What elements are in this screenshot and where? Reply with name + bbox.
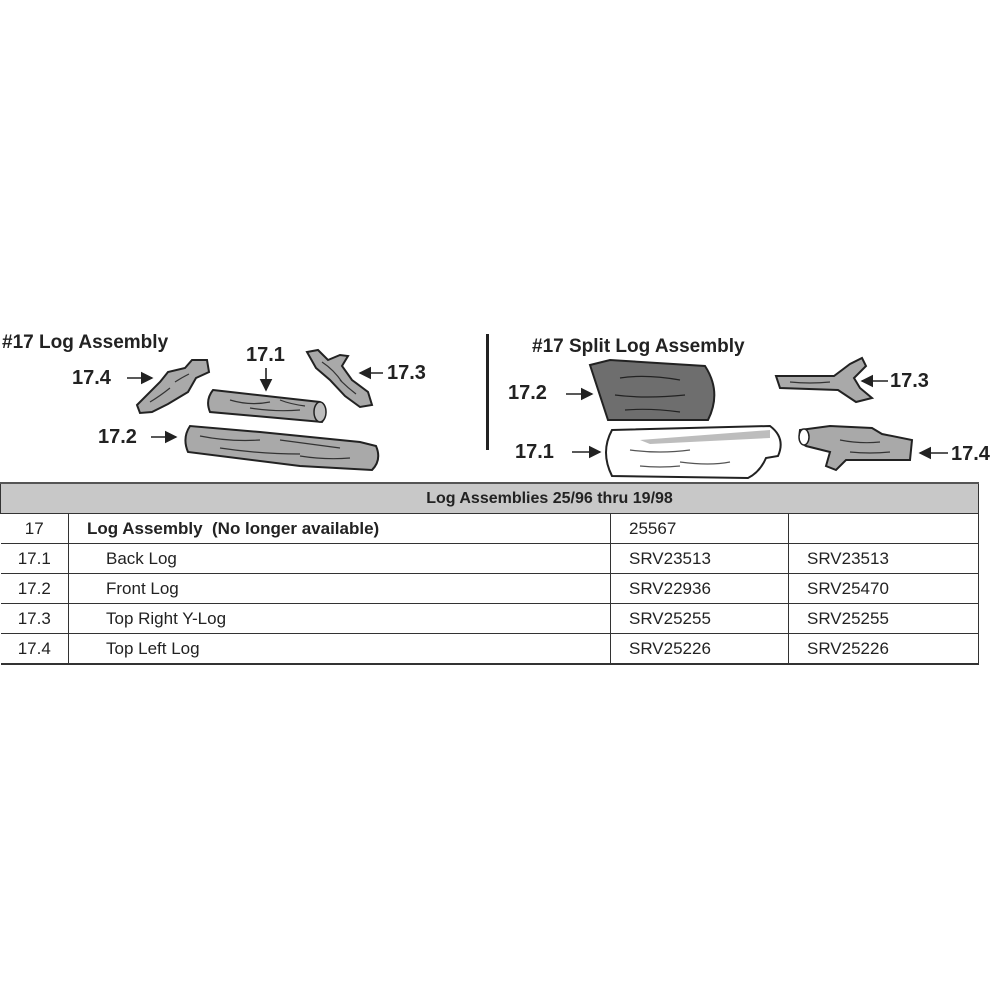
part-number-alt: SRV25226 (789, 634, 979, 665)
left-log-17-1 (208, 390, 326, 422)
left-log-17-3 (307, 350, 372, 407)
left-callout-17-2: 17.2 (98, 426, 137, 448)
item-number: 17.3 (1, 604, 69, 634)
item-number: 17.1 (1, 544, 69, 574)
part-number-alt: SRV25255 (789, 604, 979, 634)
item-description: Top Left Log (69, 634, 611, 665)
item-number: 17.4 (1, 634, 69, 665)
left-callout-17-4: 17.4 (72, 367, 111, 389)
part-number-alt: SRV25470 (789, 574, 979, 604)
log-illustrations (0, 0, 1000, 480)
figure-divider (486, 334, 489, 450)
part-number: SRV25226 (611, 634, 789, 665)
part-number-alt (789, 514, 979, 544)
item-description: Back Log (69, 544, 611, 574)
right-log-17-4 (799, 426, 912, 470)
right-log-17-2 (590, 360, 714, 420)
right-callout-17-4: 17.4 (951, 443, 990, 465)
part-number-alt: SRV23513 (789, 544, 979, 574)
table-row (1, 604, 979, 634)
left-log-17-4 (137, 360, 209, 413)
item-description: Top Right Y-Log (69, 604, 611, 634)
right-figure-title: #17 Split Log Assembly (532, 336, 745, 357)
table-header: Log Assemblies 25/96 thru 19/98 (1, 483, 979, 514)
right-log-17-1 (606, 426, 781, 478)
table-row (1, 574, 979, 604)
left-figure-title: #17 Log Assembly (2, 332, 169, 353)
item-number: 17 (1, 514, 69, 544)
right-log-17-3 (776, 358, 872, 402)
table-row (1, 544, 979, 574)
item-description: Front Log (69, 574, 611, 604)
part-number: SRV22936 (611, 574, 789, 604)
item-description: Log Assembly (No longer available) (69, 514, 611, 544)
part-number: SRV23513 (611, 544, 789, 574)
left-callout-17-3: 17.3 (387, 362, 426, 384)
part-number: SRV25255 (611, 604, 789, 634)
part-number: 25567 (611, 514, 789, 544)
table-row (1, 514, 979, 544)
left-log-17-2 (185, 426, 378, 470)
right-callout-17-3: 17.3 (890, 370, 929, 392)
parts-table (0, 482, 979, 665)
item-number: 17.2 (1, 574, 69, 604)
table-row (1, 634, 979, 665)
left-callout-17-1: 17.1 (246, 344, 285, 366)
table-header-row (1, 483, 979, 514)
right-callout-17-2: 17.2 (508, 382, 547, 404)
right-callout-17-1: 17.1 (515, 441, 554, 463)
